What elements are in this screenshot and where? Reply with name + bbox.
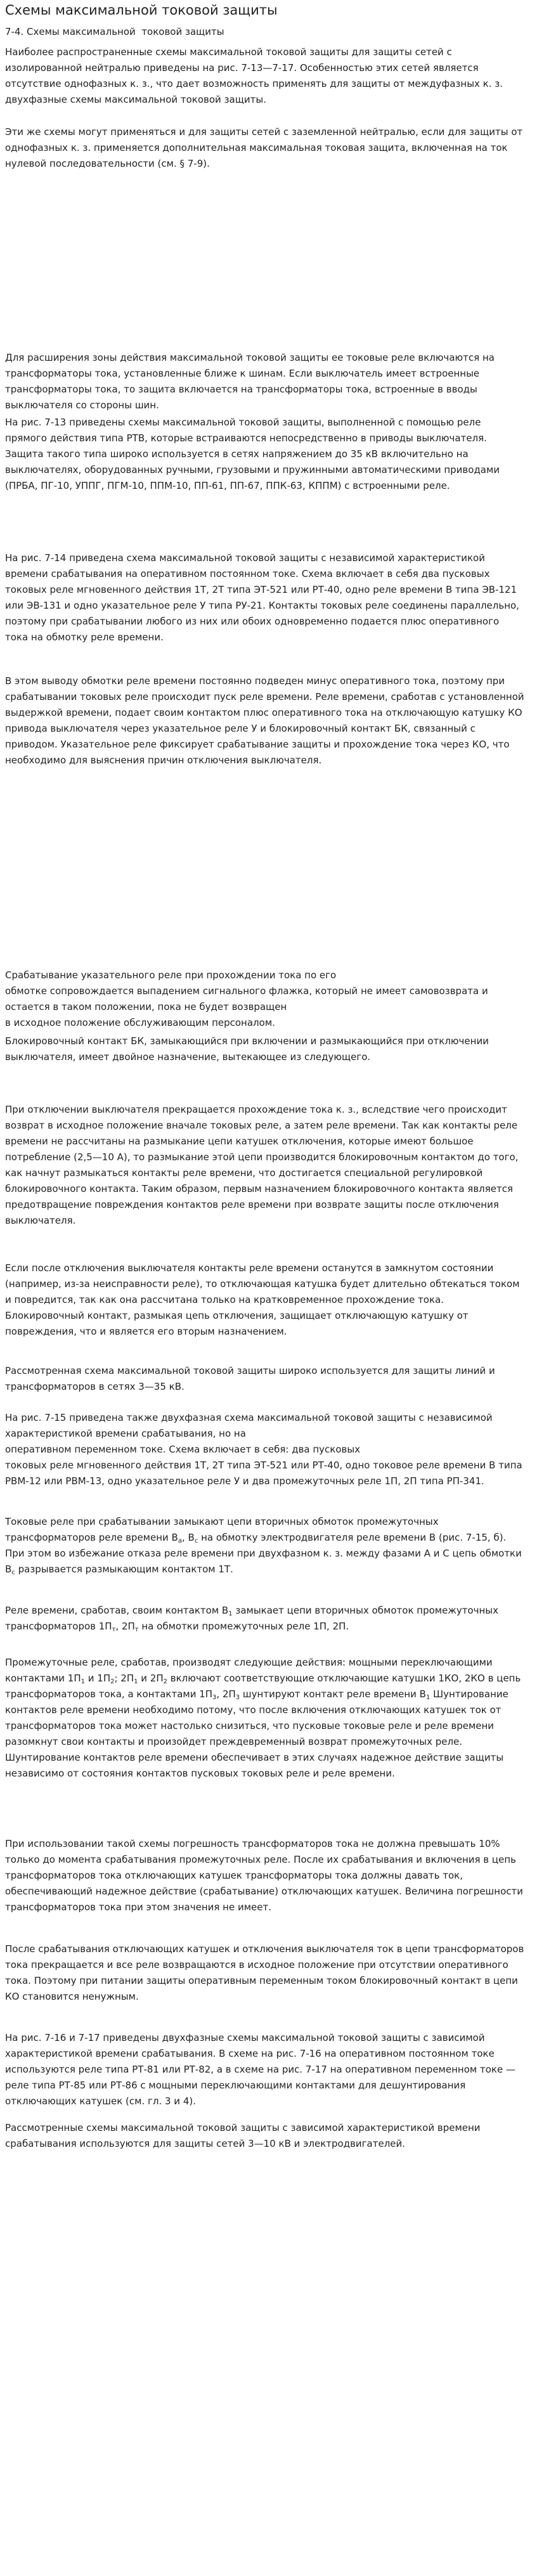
paragraph-11: Рассмотренная схема максимальной токовой защиты широко используется для защиты линий и трансформаторов в сетях 3—35 кВ. — [5, 1365, 495, 1392]
paragraph-17: После срабатывания отключающих катушек и отключения выключателя ток в цепи трансформаторов тока прекращается и все реле возвращаются в исходное положение при отсутствии оперативного тока. Поэтому при питании защиты оперативным переменным током блокировочный контакт в цепи КО становится ненужным. — [5, 1943, 524, 2002]
paragraph-18: На рис. 7-16 и 7-17 приведены двухфазные схемы максимальной токовой защиты с зависимой характеристикой времени срабатывания. В схеме на рис. 7-16 на оперативном постоянном токе используются реле типа РТ-81 или РТ-82, а в схеме на рис. 7-17 на оперативном переменном токе — реле типа РТ-85 или РТ-86 с мощными переключающими контактами для дешунтирования отключающих катушек (см. гл. 3 и 4). — [5, 2032, 515, 2107]
paragraph-6: В этом выводу обмотки реле времени постоянно подведен минус оперативного тока, поэтому при срабатывании токовых реле происходит пуск реле времени. Реле времени, сработав с установленной выдержкой времени, подает своим контактом плюс оперативного тока на отключающую катушку КО привода выключателя через указательное реле У и блокировочный контакт БК, связанный с приводом. Указательное реле фиксирует срабатывание защиты и прохождение тока через КО, что необходимо для выяснения причин отключения выключателя. — [5, 675, 524, 766]
paragraph-7: Срабатывание указательного реле при прохождении тока по его обмотке сопровождается выпадением сигнального флажка, который не имеет самовозврата и остается в таком положении, пока не будет возвращен в исходное положение обслуживающим персоналом. — [5, 969, 488, 1028]
paragraph-19: Рассмотренные схемы максимальной токовой защиты с зависимой характеристикой времени срабатывания используются для защиты сетей 3—10 кВ и электродвигателей. — [5, 2122, 481, 2149]
page-title: Схемы максимальной токовой защиты — [5, 3, 278, 18]
section-heading: 7-4. Схемы максимальной токовой защиты — [5, 26, 224, 37]
paragraph-14: Реле времени, сработав, своим контактом $В_1$ замыкает цепи вторичных обмоток промежуточных трансформаторов $1П_т$, $2П_т$ на обмотки промежуточных реле 1П, 2П. — [5, 1605, 499, 1633]
paragraph-8: Блокировочный контакт БК, замыкающийся при включении и размыкающийся при отключении выключателя, имеет двойное назначение, вытекающее из следующего. — [5, 1035, 489, 1063]
paragraph-16: При использовании такой схемы погрешность трансформаторов тока не должна превышать 10% только до момента срабатывания промежуточных реле. После их срабатывания и включения в цепь трансформаторов тока отключающих катушек трансформаторы тока должны давать ток, обеспечивающий надежное действие (срабатывание) отключающих катушек. Величина погрешности трансформаторов тока при этом значения не имеет. — [5, 1838, 523, 1913]
paragraph-12: На рис. 7-15 приведена также двухфазная схема максимальной токовой защиты с независимой характеристикой времени срабатывания, но на оперативном переменном токе. Схема включает в себя: два пусковых токовых реле мгновенного действия 1Т, 2Т типа ЭТ-521 или РТ-40, одно токовое реле времени В типа РВМ-12 или РВМ-13, одно указательное реле У и два промежуточных реле 1П, 2П типа РП-341. — [5, 1412, 522, 1487]
paragraph-2: Эти же схемы могут применяться и для защиты сетей с заземленной нейтралью, если для защиты от однофазных к. з. применяется дополнительная максимальная токовая защита, включенная на ток нулевой последовательности (см. § 7-9). — [5, 126, 523, 169]
paragraph-13: Токовые реле при срабатывании замыкают цепи вторичных обмоток промежуточных трансформаторов реле времени $В_а$, $В_с$ на обмотку электродвигателя реле времени В (рис. 7-15, б). При этом во избежание отказа реле времени при двухфазном к. з. между фазами А и С цепь обмотки $В_с$ разрывается размыкающим контактом 1Т. — [5, 1516, 522, 1576]
paragraph-9: При отключении выключателя прекращается прохождение тока к. з., вследствие чего происходит возврат в исходное положение вначале токовых реле, а затем реле времени. Так как контакты реле времени не рассчитаны на размыкание цепи катушек отключения, которые имеют большое потребление (2,5—10 А), то размыкание этой цепи производится блокировочным контактом до того, как начнут размыкаться контакты реле времени, что достигается специальной регулировкой блокировочного контакта. Таким образом, первым назначением блокировочного контакта является предотвращение повреждения контактов реле времени при возврате защиты после отключения выключателя. — [5, 1104, 519, 1226]
paragraph-1: Наиболее распространенные схемы максимальной токовой защиты для защиты сетей с изолированной нейтралью приведены на рис. 7-13—7-17. Особенностью этих сетей является отсутствие однофазных к. з., что дает возможность применять для защиты от междуфазных к. з. двухфазные схемы максимальной токовой защиты. — [5, 46, 503, 105]
paragraph-3: Для расширения зоны действия максимальной токовой защиты ее токовые реле включаются на трансформаторы тока, установленные ближе к шинам. Если выключатель имеет встроенные трансформаторы тока, то защита включается на трансформаторы тока, встроенные в вводы выключателя со стороны шин. — [5, 352, 495, 411]
paragraph-5: На рис. 7-14 приведена схема максимальной токовой защиты с независимой характеристикой времени срабатывания на оперативном постоянном токе. Схема включает в себя два пусковых токовых реле мгновенного действия 1Т, 2Т типа ЭТ-521 или РТ-40, одно реле времени В типа ЭВ-121 или ЭВ-131 и одно указательное реле У типа РУ-21. Контакты токовых реле соединены параллельно, поэтому при срабатывании любого из них или обоих одновременно подается плюс оперативного тока на обмотку реле времени. — [5, 552, 519, 643]
paragraph-15: Промежуточные реле, сработав, производят следующие действия: мощными переключающими контактами $1П_1$ и $1П_2$; $2П_1$ и $2П_2$ включают соответствующие отключающие катушки 1КО, 2КО в цепь трансформаторов тока, а контактами $1П_3$, $2П_3$ шунтируют контакт реле времени $В_1$ Шунтирование контактов реле времени необходимо потому, что после включения отключающих катушек ток от трансформаторов тока может настолько снизиться, что пусковые токовые реле и реле времени разомкнут свои контакты и произойдет преждевременный возврат промежуточных реле. Шунтирование контактов реле времени обеспечивает в этих случаях надежное действие защиты независимо от состояния контактов пусковых токовых реле и реле времени. — [5, 1657, 521, 1779]
paragraph-10: Если после отключения выключателя контакты реле времени останутся в замкнутом состоянии (например, из-за неисправности реле), то отключающая катушка будет длительно обтекаться током и повредится, так как она рассчитана только на кратковременное прохождение тока. Блокировочный контакт, размыкая цепь отключения, защищает отключающую катушку от повреждения, что и является его вторым назначением. — [5, 1262, 520, 1337]
paragraph-4: На рис. 7-13 приведены схемы максимальной токовой защиты, выполненной с помощью реле прямого действия типа РТВ, которые встраиваются непосредственно в приводы выключателя. Защита такого типа широко используется в сетях напряжением до 35 кВ включительно на выключателях, оборудованных ручными, грузовыми и пружинными автоматическими приводами (ПРБА, ПГ-10, УППГ, ПГМ-10, ППМ-10, ПП-61, ПП-67, ППК-63, КППМ) с встроенными реле. — [5, 417, 500, 491]
